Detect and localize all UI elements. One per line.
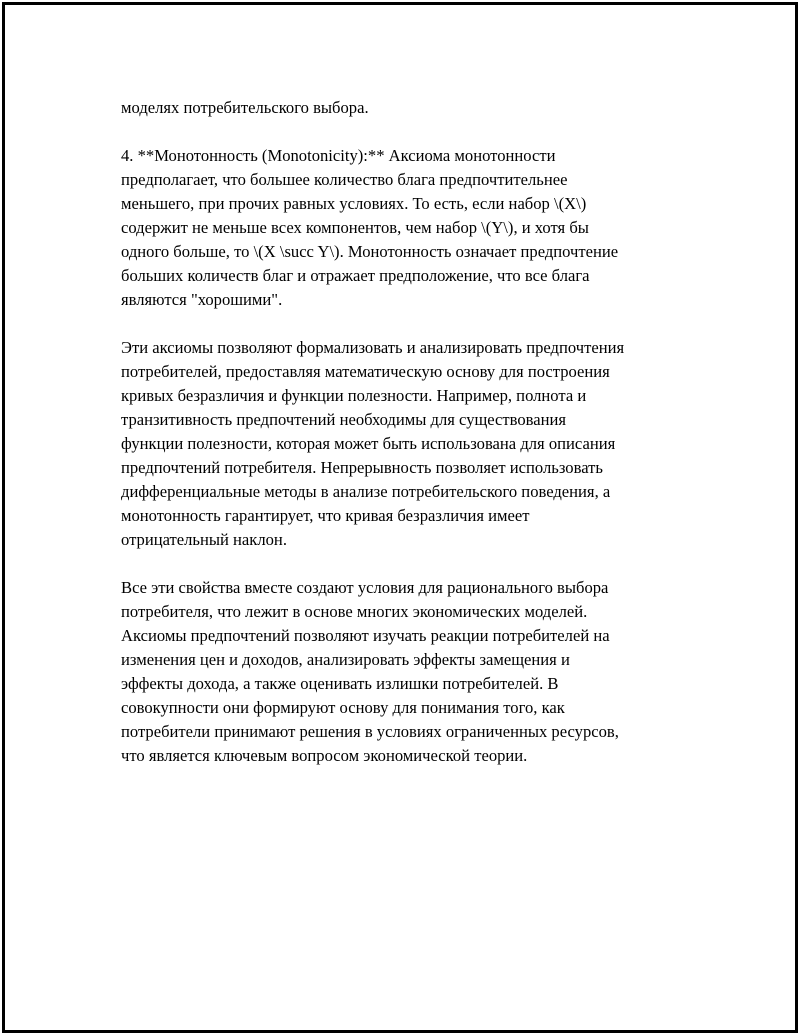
paragraph-axioms-summary: Эти аксиомы позволяют формализовать и анализировать предпочтения потребителей, предоставляя математическую основу для построения кривых безразличия и функции полезности. Например, полнота и транзитивность предпочтений необходимы для существования функции полезности, которая может быть использована для описания предпочтений потребителя. Непрерывность позволяет использовать дифференциальные методы в анализе потребительского поведения, а монотонность гарантирует, что кривая безразличия имеет отрицательный наклон. [121, 338, 625, 549]
paragraph-intro-fragment: моделях потребительского выбора. [121, 98, 369, 117]
paragraph-monotonicity: 4. **Монотонность (Monotonicity):** Аксиома монотонности предполагает, что большее количество блага предпочтительнее меньшего, при прочих равных условиях. То есть, если набор \(X\) содержит не меньше всех компонентов, чем набор \(Y\), и хотя бы одного больше, то \(X \succ Y\). Монотонность означает предпочтение больших количеств благ и отражает предположение, что все блага являются "хорошими". [121, 146, 619, 309]
document-page [2, 2, 798, 1033]
document-body [121, 96, 693, 792]
paragraph-conclusion: Все эти свойства вместе создают условия для рационального выбора потребителя, что лежит в основе многих экономических моделей. Аксиомы предпочтений позволяют изучать реакции потребителей на изменения цен и доходов, анализировать эффекты замещения и эффекты дохода, а также оценивать излишки потребителей. В совокупности они формируют основу для понимания того, как потребители принимают решения в условиях ограниченных ресурсов, что является ключевым вопросом экономической теории. [121, 578, 619, 765]
